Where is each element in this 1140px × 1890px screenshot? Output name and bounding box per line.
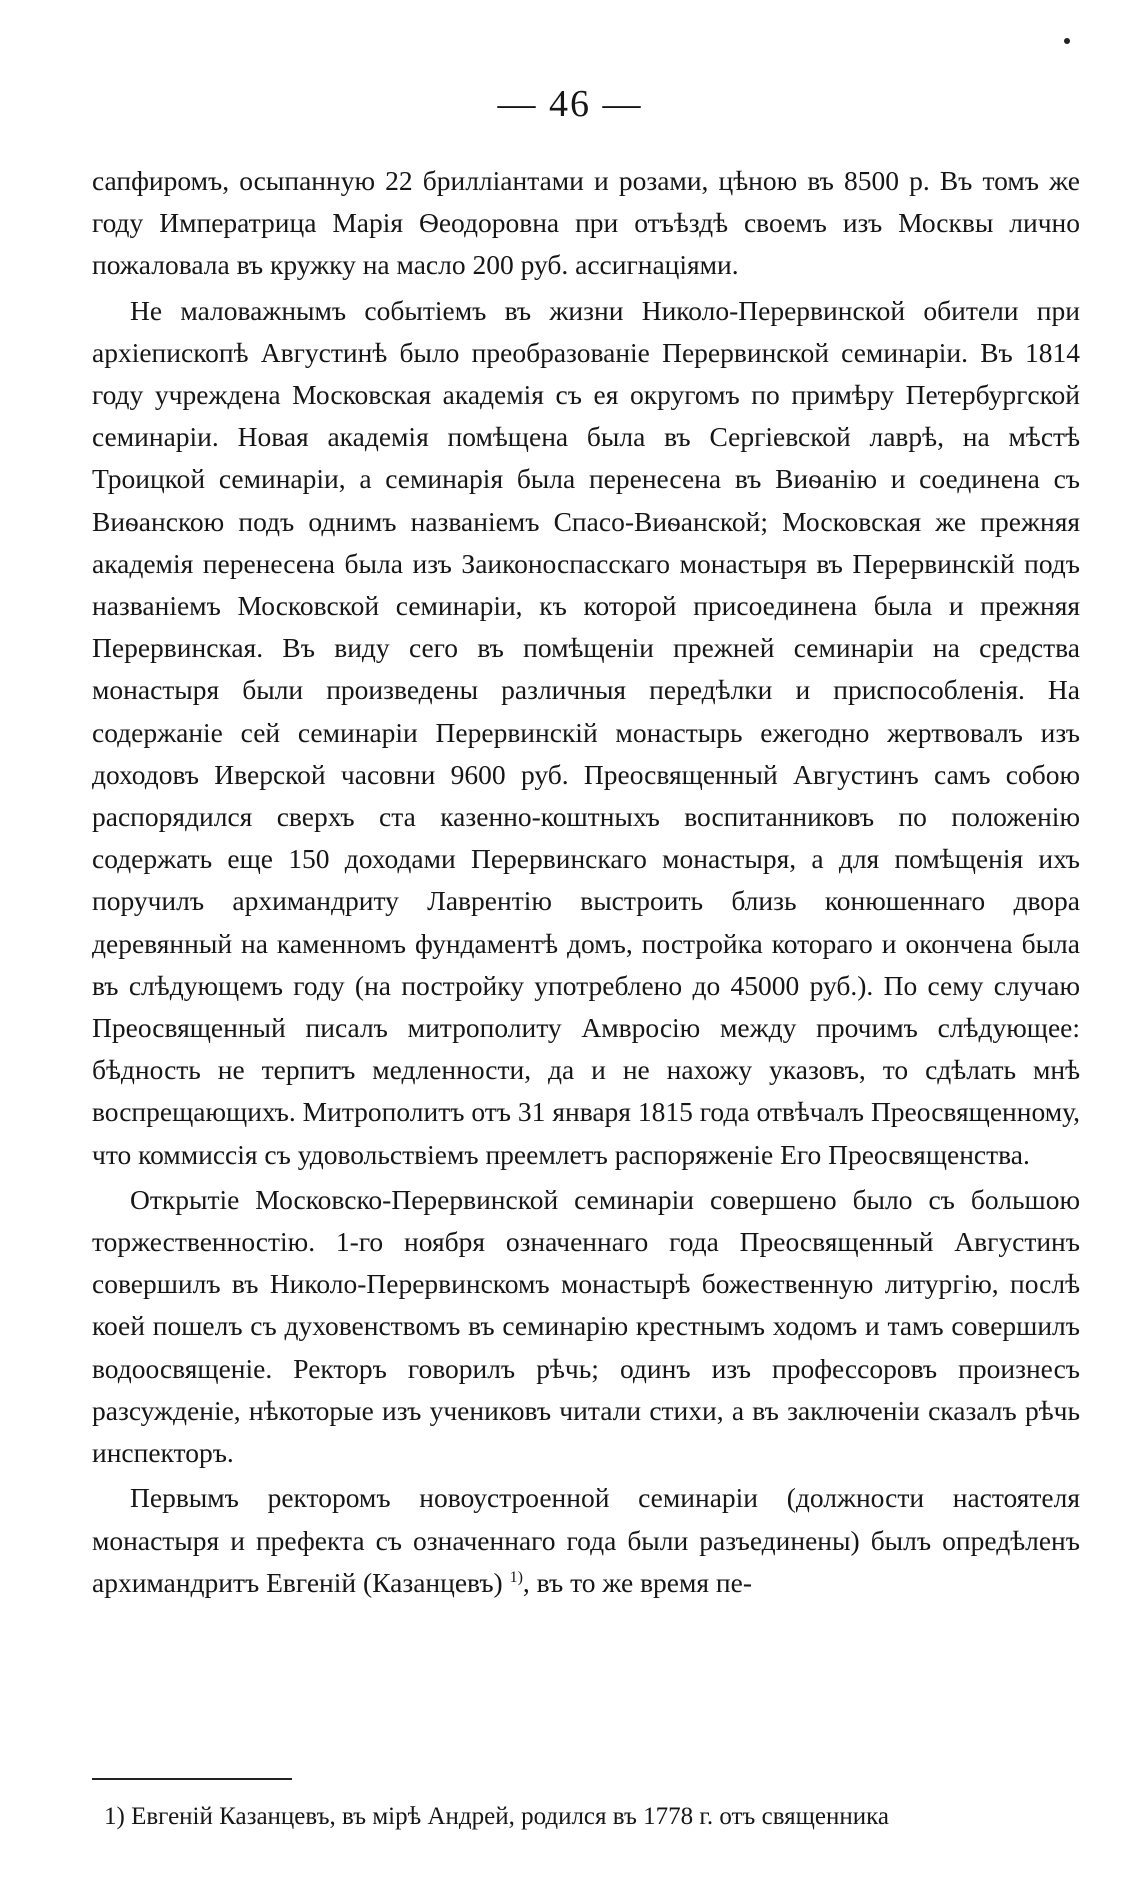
body-text bbox=[92, 160, 1080, 1607]
paragraph-3: Открытiе Московско-Перервинской семинарiи совершено было съ большою торжественностiю. 1-го ноября означеннаго года Преосвященный Августинъ совершилъ въ Николо-Перервинскомъ монастырѣ божественную литургiю, послѣ коей пошелъ съ духовенствомъ въ семинарiю крестнымъ ходомъ и тамъ совершилъ водоосвященiе. Ректоръ говорилъ рѣчь; одинъ изъ профессоровъ произнесъ разсужденiе, нѣкоторые изъ учениковъ читали стихи, а въ заключенiи сказалъ рѣчь инспекторъ. bbox=[92, 1183, 1080, 1469]
paragraph-4-tail: , въ то же время пе- bbox=[522, 1566, 753, 1598]
footnote-text: Евгенiй Казанцевъ, въ мiрѣ Андрей, родился въ 1778 г. отъ священника bbox=[131, 1803, 890, 1830]
page-number: — 46 — bbox=[497, 83, 643, 125]
footnote-ref: 1) bbox=[104, 1803, 125, 1830]
paragraph-4-text: Первымъ ректоромъ новоустроенной семинарiи (должности настоятеля монастыря и префекта съ означеннаго года были разъединены) былъ опредѣленъ архимандритъ Евгенiй (Казанцевъ) bbox=[92, 1482, 1080, 1598]
paragraph-1: сапфиромъ, осыпанную 22 бриллiантами и розами, цѣною въ 8500 р. Въ томъ же году Императрица Марiя Ѳеодоровна при отъѣздѣ своемъ изъ Москвы лично пожаловала въ кружку на масло 200 руб. ассигнацiями. bbox=[92, 165, 1080, 281]
paragraph-2: Не маловажнымъ событiемъ въ жизни Николо-Перервинской обители при архiепископѣ Августинѣ было преобразованiе Перервинской семинарiи. Въ 1814 году учреждена Московская академiя съ ея округомъ по примѣру Петербургской семинарiи. Новая академiя помѣщена была въ Сергiевской лаврѣ, на мѣстѣ Троицкой семинарiи, а семинарiя была перенесена въ Виѳанiю и соединена съ Виѳанскою подъ однимъ названiемъ Спасо-Виѳанской; Московская же прежняя академiя перенесена была изъ Заиконоспасскаго монастыря въ Перервинскiй подъ названiемъ Московской семинарiи, къ которой присоединена была и прежняя Перервинская. Въ виду сего въ помѣщенiи прежней семинарiи на средства монастыря были произведены различныя передѣлки и приспособленiя. На содержанiе сей семинарiи Перервинскiй монастырь ежегодно жертвовалъ изъ доходовъ Иверской часовни 9600 руб. Преосвященный Августинъ самъ собою распорядился сверхъ ста казенно-коштныхъ воспитанниковъ по положенiю содержать еще 150 доходами Перервинскаго монастыря, а для помѣщенiя ихъ поручилъ архимандриту Лаврентiю выстроить близь конюшеннаго двора деревянный на каменномъ фундаментѣ домъ, постройка котораго и окончена была въ слѣдующемъ году (на постройку употреблено до 45000 руб.). По сему случаю Преосвященный писалъ митрополиту Амвросiю между прочимъ слѣдующее: бѣдность не терпитъ медленности, да и не нахожу указовъ, то сдѣлать мнѣ воспрещающихъ. Митрополитъ отъ 31 января 1815 года отвѣчалъ Преосвященному, что коммиссiя съ удовольствiемъ преемлетъ распоряженiе Его Преосвященства. bbox=[92, 294, 1080, 1170]
speck-mark bbox=[1064, 38, 1070, 44]
footnote-marker: 1) bbox=[509, 1568, 523, 1586]
footnote-divider bbox=[92, 1778, 292, 1780]
paragraph-4 bbox=[92, 1477, 1080, 1604]
footnote bbox=[104, 1800, 1080, 1834]
